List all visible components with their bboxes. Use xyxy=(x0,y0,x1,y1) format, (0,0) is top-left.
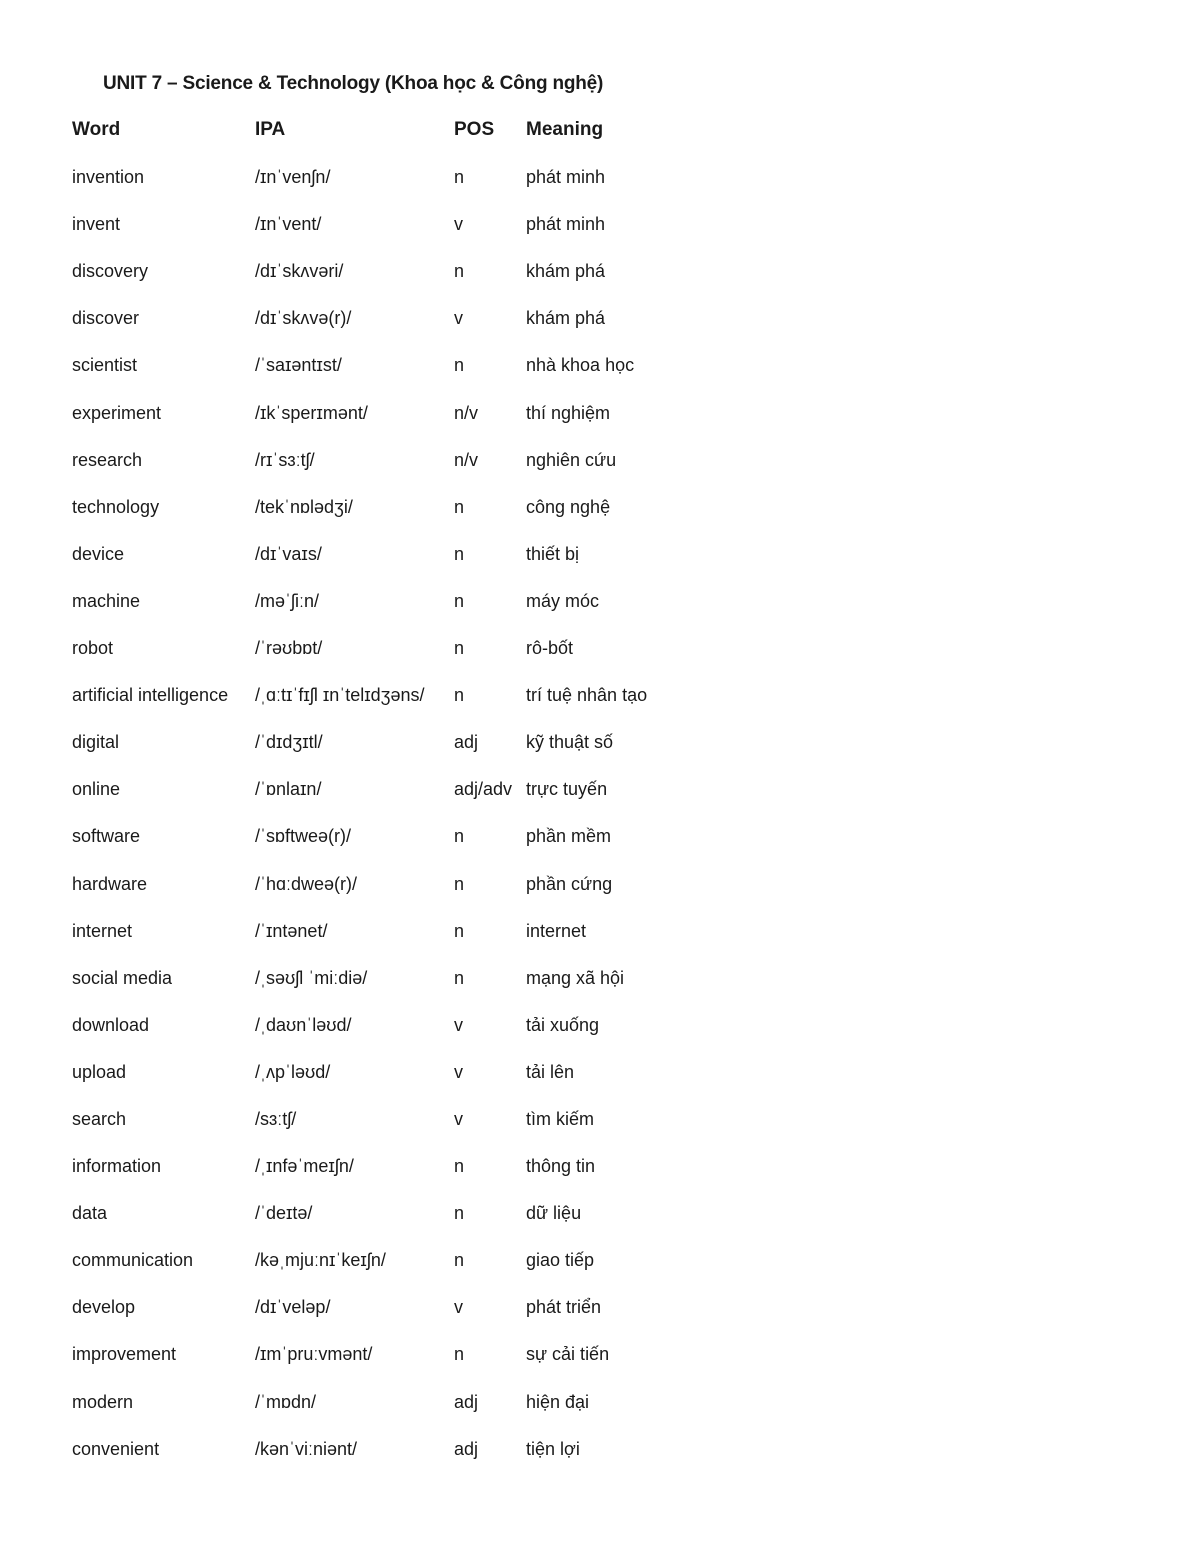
cell-word: communication xyxy=(72,1250,194,1271)
cell-pos: n xyxy=(454,496,465,517)
cell-pos: adj xyxy=(454,1438,479,1459)
cell-ipa: /dɪˈvaɪs/ xyxy=(255,543,322,564)
cell-ipa: /ˈhɑːdweə(r)/ xyxy=(255,873,358,894)
cell-pos: n xyxy=(454,1156,465,1177)
cell-ipa: /ˌɪnfəˈmeɪʃn/ xyxy=(255,1156,354,1177)
cell-pos: n/v xyxy=(454,449,479,470)
table-row xyxy=(72,1009,712,1056)
cell-meaning: phát minh xyxy=(526,214,606,235)
cell-word: robot xyxy=(72,638,114,659)
cell-ipa: /ˈrəʊbɒt/ xyxy=(255,638,323,659)
cell-word: information xyxy=(72,1156,162,1177)
cell-word: experiment xyxy=(72,402,162,423)
table-row xyxy=(72,538,712,585)
cell-word: machine xyxy=(72,590,141,611)
cell-meaning: nghiên cứu xyxy=(526,449,617,470)
cell-pos: n xyxy=(454,826,465,847)
cell-pos: n xyxy=(454,1344,465,1365)
cell-ipa: /rɪˈsɜːtʃ/ xyxy=(255,449,315,470)
cell-word: online xyxy=(72,779,121,800)
cell-ipa: /sɜːtʃ/ xyxy=(255,1108,297,1129)
cell-meaning: mạng xã hội xyxy=(526,967,625,988)
cell-meaning: dữ liệu xyxy=(526,1203,582,1224)
cell-ipa: /kənˈviːniənt/ xyxy=(255,1438,358,1459)
cell-ipa: /kəˌmjuːnɪˈkeɪʃn/ xyxy=(255,1250,386,1271)
cell-pos: n xyxy=(454,261,465,282)
cell-pos: n xyxy=(454,543,465,564)
table-row xyxy=(72,444,712,491)
table-row xyxy=(72,679,712,726)
cell-pos: v xyxy=(454,1108,463,1129)
cell-ipa: /ɪmˈpruːvmənt/ xyxy=(255,1344,373,1365)
cell-meaning: công nghệ xyxy=(526,496,611,517)
table-row xyxy=(72,491,712,538)
cell-pos: v xyxy=(454,308,463,329)
cell-pos: n xyxy=(454,167,465,188)
cell-meaning: kỹ thuật số xyxy=(526,732,614,753)
cell-word: search xyxy=(72,1108,127,1129)
cell-meaning: sự cải tiến xyxy=(526,1344,610,1365)
table-row xyxy=(72,161,712,208)
cell-meaning: tải lên xyxy=(526,1061,575,1082)
vocabulary-table xyxy=(72,114,712,1480)
cell-word: improvement xyxy=(72,1344,177,1365)
cell-meaning: trực tuyến xyxy=(526,779,608,800)
table-row xyxy=(72,1338,712,1385)
cell-ipa: /dɪˈskʌvəri/ xyxy=(255,261,344,282)
cell-pos: adj/adv xyxy=(454,779,513,800)
cell-word: discovery xyxy=(72,261,149,282)
cell-pos: n xyxy=(454,1203,465,1224)
cell-word: internet xyxy=(72,920,133,941)
cell-meaning: thí nghiệm xyxy=(526,402,611,423)
cell-pos: v xyxy=(454,1061,463,1082)
table-row xyxy=(72,302,712,349)
cell-ipa: /ˈdɪdʒɪtl/ xyxy=(255,732,323,753)
cell-meaning: trí tuệ nhân tạo xyxy=(526,685,648,706)
cell-ipa: /tekˈnɒlədʒi/ xyxy=(255,496,353,517)
table-row xyxy=(72,726,712,773)
cell-meaning: rô-bốt xyxy=(526,638,574,659)
cell-pos: n xyxy=(454,873,465,894)
table-row xyxy=(72,632,712,679)
table-row xyxy=(72,349,712,396)
cell-pos: n xyxy=(454,685,465,706)
table-row xyxy=(72,820,712,867)
table-row xyxy=(72,962,712,1009)
cell-meaning: internet xyxy=(526,920,587,941)
header-ipa: IPA xyxy=(255,119,286,140)
cell-ipa: /ˈɒnlaɪn/ xyxy=(255,779,322,800)
cell-pos: v xyxy=(454,214,463,235)
table-row xyxy=(72,868,712,915)
cell-meaning: phần cứng xyxy=(526,873,613,894)
cell-meaning: tìm kiếm xyxy=(526,1108,595,1129)
table-row xyxy=(72,1197,712,1244)
cell-ipa: /dɪˈveləp/ xyxy=(255,1297,331,1318)
table-row xyxy=(72,1244,712,1291)
table-row xyxy=(72,1386,712,1433)
table-body xyxy=(72,161,712,1480)
cell-word: invention xyxy=(72,167,145,188)
cell-pos: n xyxy=(454,638,465,659)
cell-meaning: khám phá xyxy=(526,261,606,282)
cell-ipa: /ˌʌpˈləʊd/ xyxy=(255,1061,331,1082)
document-title: UNIT 7 – Science & Technology (Khoa học & Công nghệ) xyxy=(103,73,604,94)
cell-word: upload xyxy=(72,1061,127,1082)
cell-word: device xyxy=(72,543,125,564)
cell-meaning: máy móc xyxy=(526,590,600,611)
cell-pos: n xyxy=(454,967,465,988)
table-row xyxy=(72,915,712,962)
table-row xyxy=(72,585,712,632)
cell-ipa: /ˈɪntənet/ xyxy=(255,920,328,941)
cell-word: scientist xyxy=(72,355,138,376)
cell-ipa: /ˌdaʊnˈləʊd/ xyxy=(255,1014,352,1035)
cell-word: invent xyxy=(72,214,121,235)
table-row xyxy=(72,208,712,255)
cell-ipa: /ɪnˈvenʃn/ xyxy=(255,167,331,188)
cell-pos: n xyxy=(454,355,465,376)
cell-meaning: thiết bị xyxy=(526,543,580,564)
cell-word: download xyxy=(72,1014,150,1035)
cell-pos: v xyxy=(454,1297,463,1318)
table-row xyxy=(72,773,712,820)
cell-pos: adj xyxy=(454,1391,479,1412)
cell-meaning: tiện lợi xyxy=(526,1438,580,1459)
cell-word: software xyxy=(72,826,141,847)
cell-meaning: khám phá xyxy=(526,308,606,329)
table-row xyxy=(72,1291,712,1338)
cell-word: modern xyxy=(72,1391,134,1412)
cell-pos: adj xyxy=(454,732,479,753)
table-row xyxy=(72,1433,712,1480)
cell-word: technology xyxy=(72,496,160,517)
cell-ipa: /ˈdeɪtə/ xyxy=(255,1203,313,1224)
cell-ipa: /məˈʃiːn/ xyxy=(255,590,320,611)
cell-word: digital xyxy=(72,732,120,753)
cell-pos: n xyxy=(454,1250,465,1271)
table-row xyxy=(72,1056,712,1103)
header-pos: POS xyxy=(454,119,495,140)
cell-meaning: nhà khoa học xyxy=(526,355,635,376)
cell-word: data xyxy=(72,1203,108,1224)
cell-pos: v xyxy=(454,1014,463,1035)
table-row xyxy=(72,1103,712,1150)
cell-meaning: phát minh xyxy=(526,167,606,188)
cell-meaning: phát triển xyxy=(526,1297,602,1318)
cell-word: develop xyxy=(72,1297,136,1318)
cell-ipa: /ˌɑːtɪˈfɪʃl ɪnˈtelɪdʒəns/ xyxy=(255,685,425,706)
table-row xyxy=(72,397,712,444)
cell-meaning: thông tin xyxy=(526,1156,596,1177)
cell-ipa: /dɪˈskʌvə(r)/ xyxy=(255,308,352,329)
cell-ipa: /ˌsəʊʃl ˈmiːdiə/ xyxy=(255,967,368,988)
cell-word: research xyxy=(72,449,143,470)
table-row xyxy=(72,255,712,302)
cell-ipa: /ˈsaɪəntɪst/ xyxy=(255,355,342,376)
cell-pos: n xyxy=(454,590,465,611)
header-word: Word xyxy=(72,119,121,140)
cell-ipa: /ɪkˈsperɪmənt/ xyxy=(255,402,368,423)
header-meaning: Meaning xyxy=(526,119,604,140)
cell-word: artificial intelligence xyxy=(72,685,229,706)
cell-ipa: /ɪnˈvent/ xyxy=(255,214,322,235)
table-row xyxy=(72,1150,712,1197)
cell-pos: n/v xyxy=(454,402,479,423)
cell-meaning: tải xuống xyxy=(526,1014,600,1035)
cell-word: discover xyxy=(72,308,140,329)
table-header-row xyxy=(72,114,712,161)
cell-meaning: giao tiếp xyxy=(526,1250,595,1271)
cell-ipa: /ˈmɒdn/ xyxy=(255,1391,317,1412)
cell-pos: n xyxy=(454,920,465,941)
cell-word: hardware xyxy=(72,873,148,894)
cell-meaning: phần mềm xyxy=(526,826,612,847)
cell-word: social media xyxy=(72,967,173,988)
cell-meaning: hiện đại xyxy=(526,1391,590,1412)
cell-word: convenient xyxy=(72,1438,160,1459)
cell-ipa: /ˈsɒftweə(r)/ xyxy=(255,826,352,847)
